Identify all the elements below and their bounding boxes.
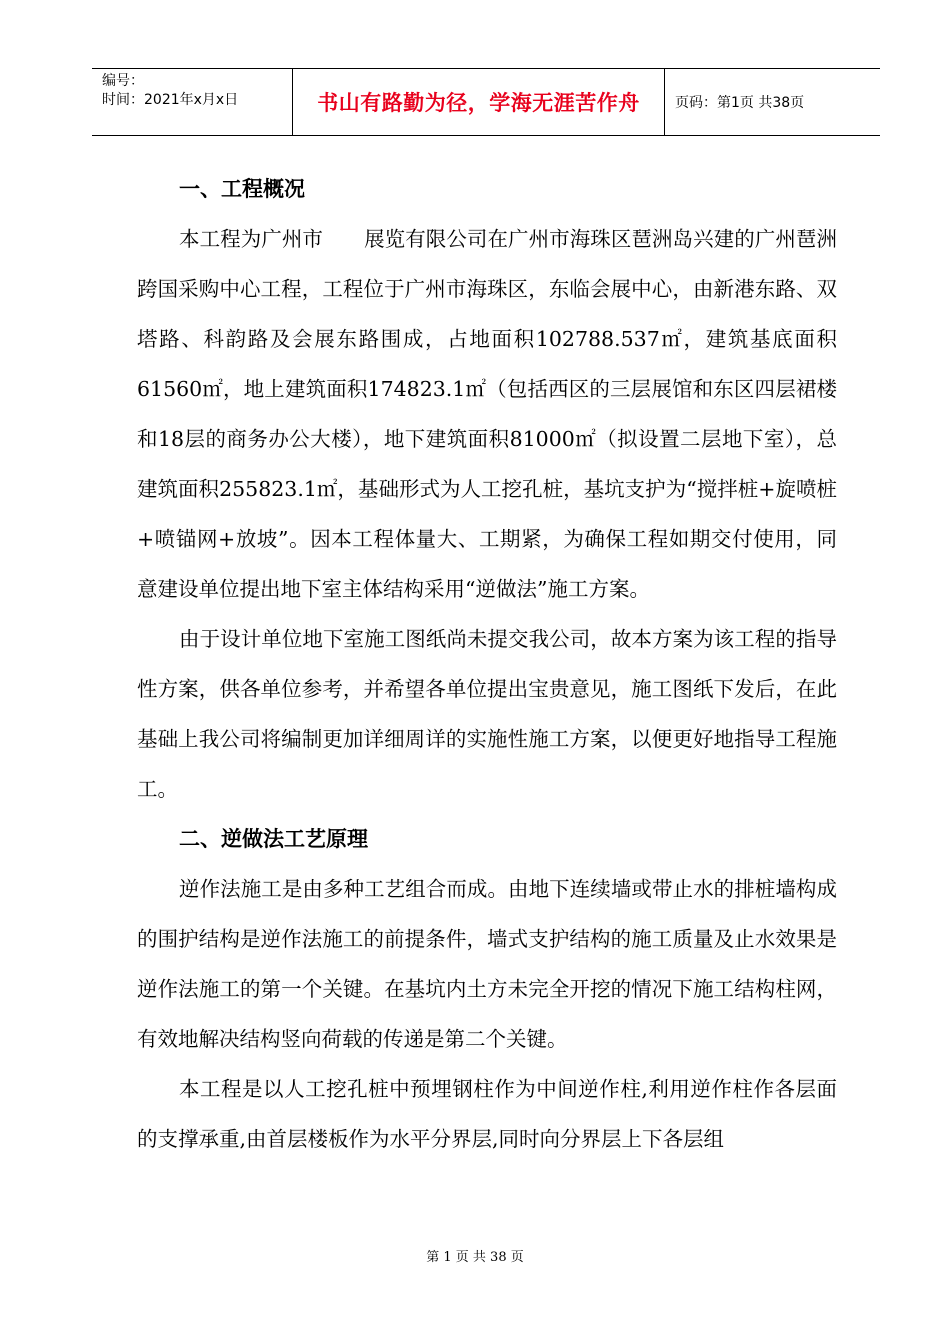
header-motto: 书山有路勤为径，学海无涯苦作舟 (317, 91, 640, 115)
page-info-text: 页码：第1页 共38页 (675, 95, 805, 111)
section-title: 二、逆做法工艺原理 (179, 827, 368, 851)
document-number-label: 编号： (102, 73, 144, 89)
footer-page-number: 第 1 页 共 38 页 (426, 1250, 524, 1265)
section-title: 一、工程概况 (179, 177, 305, 201)
header-motto-cell (293, 69, 665, 135)
document-time-label: 时间：2021年x月x日 (102, 92, 239, 108)
paragraph: 由于设计单位地下室施工图纸尚未提交我公司，故本方案为该工程的指导性方案，供各单位参考，并希望各单位提出宝贵意见，施工图纸下发后，在此基础上我公司将编制更加详细周详的实施性施工方案，以便更好地指导工程施工。 (137, 627, 837, 801)
header-meta (92, 69, 293, 135)
paragraph: 本工程为广州市 展览有限公司在广州市海珠区琶洲岛兴建的广州琶洲跨国采购中心工程，工程位于广州市海珠区，东临会展中心，由新港东路、双塔路、科韵路及会展东路围成，占地面积102788.537㎡，建筑基底面积61560㎡，地上建筑面积174823.1㎡（包括西区的三层展馆和东区四层裙楼和18层的商务办公大楼），地下建筑面积81000㎡（拟设置二层地下室），总建筑面积255823.1㎡，基础形式为人工挖孔桩，基坑支护为“搅拌桩+旋喷桩+喷锚网+放坡”。因本工程体量大、工期紧，为确保工程如期交付使用，同意建设单位提出地下室主体结构采用“逆做法”施工方案。 (137, 227, 837, 601)
page-header (92, 68, 880, 136)
page-footer (0, 1246, 950, 1265)
document-body (137, 164, 837, 1164)
header-page-info (665, 69, 880, 135)
paragraph: 本工程是以人工挖孔桩中预埋钢柱作为中间逆作柱,利用逆作柱作各层面的支撑承重,由首层楼板作为水平分界层,同时向分界层上下各层组 (137, 1077, 837, 1151)
paragraph: 逆作法施工是由多种工艺组合而成。由地下连续墙或带止水的排桩墙构成的围护结构是逆作法施工的前提条件，墙式支护结构的施工质量及止水效果是逆作法施工的第一个关键。在基坑内土方未完全开挖的情况下施工结构柱网，有效地解决结构竖向荷载的传递是第二个关键。 (137, 877, 837, 1051)
